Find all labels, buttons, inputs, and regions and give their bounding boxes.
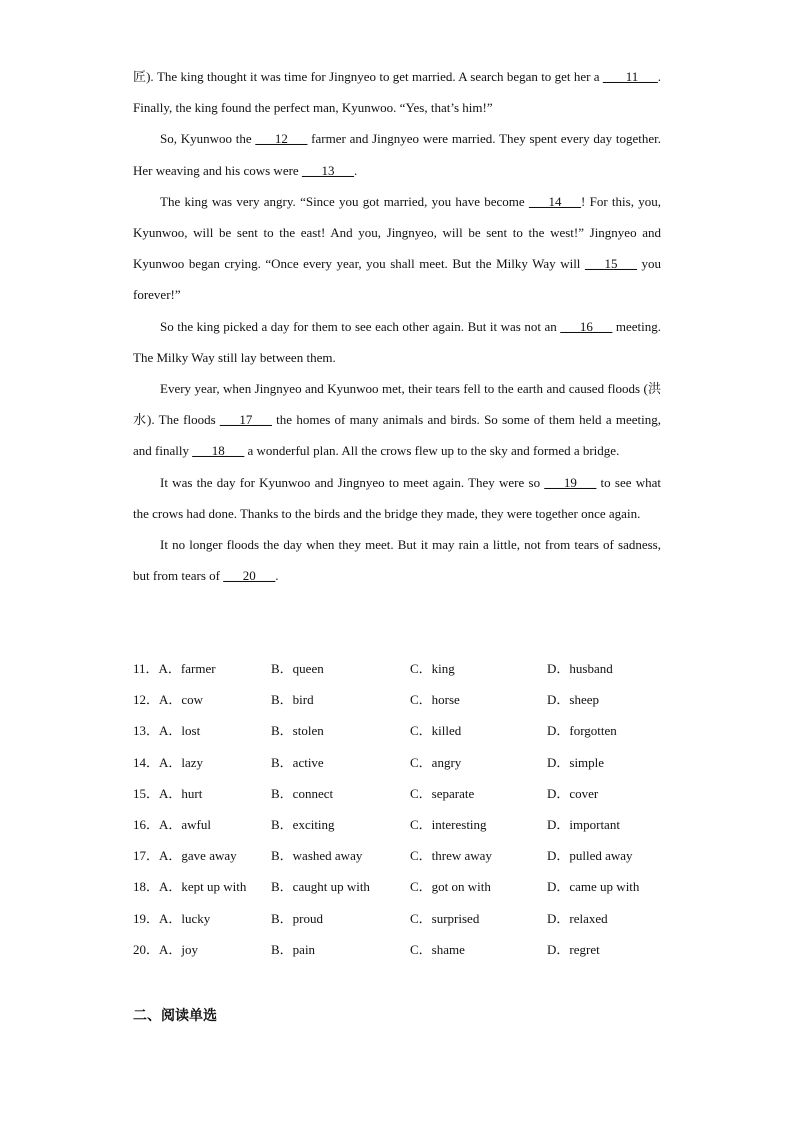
passage-text: 匠). The king thought it was time for Jingnyeo to get married. A search began to get her a (133, 69, 603, 84)
question-row (133, 778, 673, 809)
option-a (133, 747, 203, 778)
option-a-text: A．lucky (159, 910, 211, 926)
option-a-text: A．awful (159, 816, 212, 832)
passage-text: ! For this, you, Kyunwoo, will be sent to the east! And you, Jingnyeo, will be sent to the west!” Jingnyeo and Kyunwoo began crying. “Once every year, you shall meet. But the Milky Way will (133, 193, 661, 272)
option-a (133, 871, 246, 902)
passage-text: to see what the crows had done. Thanks to the birds and the bridge they made, they were together once again. (133, 474, 661, 521)
passage-text: the homes of many animals and birds. So some of them held a meeting, and finally (133, 412, 661, 459)
blank-number: ___15___ (584, 256, 637, 272)
option-a (133, 715, 200, 746)
option-d: D．cover (547, 785, 599, 801)
question-number: 15． (133, 785, 160, 801)
option-c: C．angry (410, 754, 462, 770)
question-row (133, 840, 673, 871)
option-b: B．queen (271, 661, 324, 676)
question-row (133, 871, 673, 902)
passage-text: a wonderful plan. All the crows flew up to the sky and formed a bridge. (244, 443, 620, 459)
passage-text: Every year, when Jingnyeo and Kyunwoo met, their tears fell to the earth and caused floods (洪水). The floods (133, 381, 661, 428)
option-a (133, 934, 198, 965)
question-number: 19． (133, 910, 160, 926)
option-c: C．threw away (410, 848, 492, 864)
blank-number: ___12___ (255, 131, 308, 147)
option-a-text: A．farmer (158, 661, 216, 676)
question-number: 20． (133, 941, 160, 957)
question-row (133, 684, 673, 715)
question-number: 11． (133, 661, 159, 676)
blank-number: ___ 11___ (602, 69, 658, 84)
option-c: C．king (410, 661, 455, 676)
passage-text: you forever!” (133, 256, 662, 303)
section-title: 二、阅读单选 (133, 1008, 217, 1024)
option-d: D．forgotten (547, 723, 617, 739)
question-row (133, 934, 673, 965)
blank-number: ___16___ (560, 318, 613, 334)
question-number: 17． (133, 848, 160, 864)
option-a-text: A．lazy (159, 754, 204, 770)
blank-number: ___18___ (192, 443, 245, 459)
option-d: D．important (547, 816, 620, 832)
passage-paragraph (133, 373, 661, 467)
passage-text: farmer and Jingnyeo were married. They spent every day together. Her weaving and his cows were (133, 131, 661, 178)
option-a-text: A．gave away (159, 848, 237, 864)
option-b: B．active (271, 754, 324, 770)
option-d: D．simple (547, 754, 605, 770)
question-number: 16． (133, 816, 160, 832)
option-d: D．husband (547, 661, 613, 676)
question-row (133, 747, 673, 778)
option-c: C．surprised (410, 910, 480, 926)
passage-paragraph (133, 123, 661, 185)
option-c: C．got on with (410, 879, 491, 895)
option-d: D．pulled away (547, 848, 633, 864)
option-c: C．horse (410, 692, 460, 708)
option-b: B．pain (271, 941, 316, 957)
answer-options (133, 653, 673, 965)
option-d: D．sheep (547, 692, 599, 708)
option-a-text: A．kept up with (159, 879, 247, 895)
blank-number: ___13___ (301, 162, 354, 178)
passage-paragraph (133, 529, 661, 591)
question-number: 18． (133, 879, 160, 895)
passage-text: meeting. The Milky Way still lay between them. (133, 318, 661, 365)
passage-text: So, Kyunwoo the (160, 131, 256, 147)
passage-text: The king was very angry. “Since you got married, you have become (160, 193, 529, 209)
option-b: B．stolen (271, 723, 324, 739)
option-a-text: A．cow (159, 692, 204, 708)
option-b: B．washed away (271, 848, 363, 864)
option-a-text: A．joy (159, 941, 199, 957)
option-c: C．interesting (410, 816, 487, 832)
passage-text: . (353, 162, 358, 178)
question-number: 12． (133, 692, 160, 708)
passage-text: It no longer floods the day when they meet. But it may rain a little, not from tears of sadness, but from tears of (133, 537, 661, 584)
question-row (133, 715, 673, 746)
option-a (133, 778, 202, 809)
question-number: 13． (133, 723, 160, 739)
blank-number: ___17___ (219, 412, 272, 428)
option-a (133, 840, 237, 871)
passage-text: . (275, 568, 279, 584)
option-b: B．proud (271, 910, 324, 926)
option-a (133, 809, 211, 840)
passage-text: So the king picked a day for them to see each other again. But it was not an (160, 318, 561, 334)
option-a-text: A．hurt (159, 785, 203, 801)
passage-paragraph (133, 467, 661, 529)
option-b: B．bird (271, 692, 314, 708)
question-row (133, 653, 673, 684)
option-b: B．connect (271, 785, 334, 801)
blank-number: ___14___ (528, 193, 581, 209)
option-d: D．relaxed (547, 910, 608, 926)
passage-text: . Finally, the king found the perfect man, Kyunwoo. “Yes, that’s him!” (133, 69, 661, 116)
question-row (133, 809, 673, 840)
option-c: C．shame (410, 941, 465, 957)
option-b: B．exciting (271, 816, 335, 832)
passage-paragraph (133, 311, 661, 373)
option-b: B．caught up with (271, 879, 370, 895)
option-a-text: A．lost (159, 723, 201, 739)
option-c: C．killed (410, 723, 462, 739)
passage-text: It was the day for Kyunwoo and Jingnyeo to meet again. They were so (160, 474, 545, 490)
option-a (133, 684, 203, 715)
blank-number: ___19___ (544, 474, 597, 490)
cloze-passage (133, 61, 661, 591)
option-a (133, 903, 210, 934)
option-d: D．came up with (547, 879, 640, 895)
question-row (133, 903, 673, 934)
option-c: C．separate (410, 785, 475, 801)
passage-paragraph (133, 186, 661, 311)
option-a (133, 653, 216, 684)
blank-number: ___20___ (223, 568, 276, 584)
question-number: 14． (133, 754, 160, 770)
option-d: D．regret (547, 941, 600, 957)
passage-paragraph (133, 61, 661, 123)
